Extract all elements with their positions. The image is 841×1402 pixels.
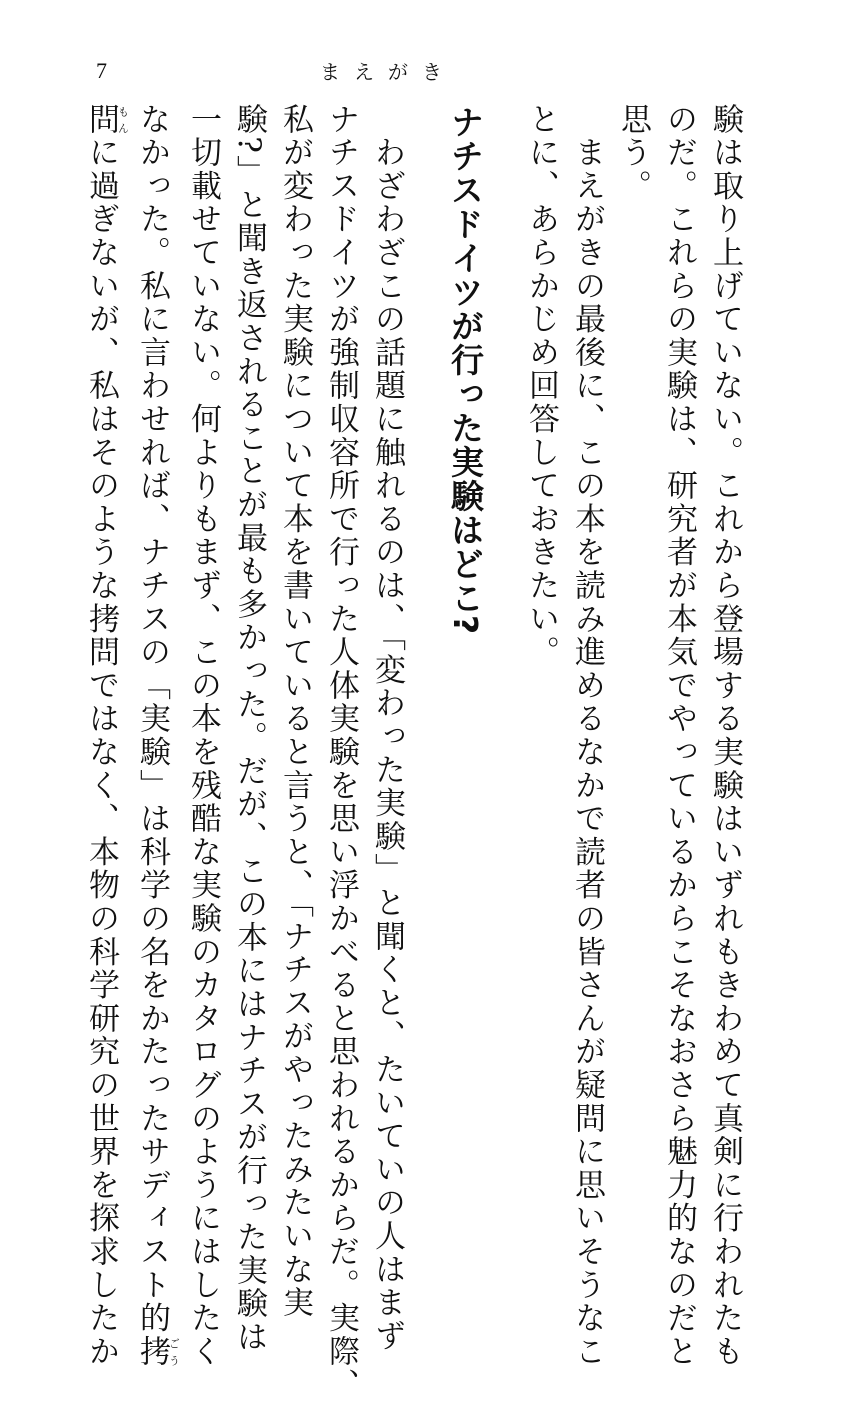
text-line: わざわざこの話題に触れるのは、「変わった実験」と聞くと、たいていの人はまず	[369, 103, 405, 1353]
text-line	[129, 103, 181, 1369]
text-line: 験は取り上げていない。これから登場する実験はいずれもきわめて真剣に行われたも	[707, 103, 743, 1369]
text-line: のだ。これらの実験は、研究者が本気でやっているからこそなおさら魅力的なのだと	[661, 103, 697, 1369]
text-segment: に過ぎないが、私はそのような拷問ではなく、本物の科学研究の世界を探求したか	[83, 136, 119, 1369]
ruby-reading: もん	[116, 103, 130, 137]
ruby-base: 拷	[134, 1335, 170, 1369]
ruby-base: 問	[83, 103, 119, 137]
text-line: 私が変わった実験について本を書いていると言うと、「ナチスがやったみたいな実	[277, 103, 313, 1320]
body-text	[83, 103, 748, 1402]
text-line	[78, 103, 130, 1369]
ruby-word	[134, 1335, 181, 1369]
text-line: 験?」と聞き返されることが最も多かった。だが、この本にはナチスが行った実験は	[231, 103, 267, 1355]
text-line: まえがきの最後に、この本を読み進めるなかで読者の皆さんが疑問に思いそうなこ	[569, 103, 605, 1369]
page-number: 7	[96, 58, 107, 83]
text-segment: なかった。私に言わせれば、ナチスの「実験」は科学の名をかたったサディスト的	[134, 103, 170, 1336]
ruby-reading: ごう	[167, 1335, 181, 1369]
ruby-word	[83, 103, 130, 137]
section-heading: ナチスドイツが行った実験はどこ?	[446, 105, 485, 636]
text-line: 思う。	[615, 103, 651, 203]
running-head: まえがき	[320, 60, 456, 84]
text-line: とに、あらかじめ回答しておきたい。	[523, 103, 559, 670]
text-line: ナチスドイツが強制収容所で行った人体実験を思い浮かべると思われるからだ。実際、	[323, 103, 359, 1402]
text-line: 一切載せていない。何よりもまず、この本を残酷な実験のカタログのようにはしたく	[185, 103, 221, 1369]
